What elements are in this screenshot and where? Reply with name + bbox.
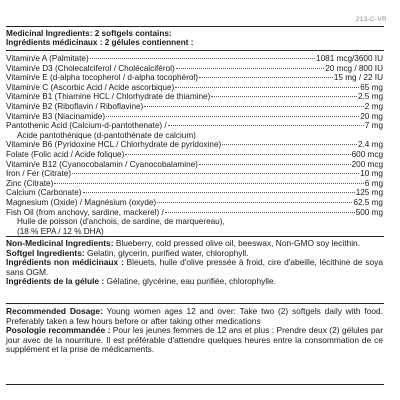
ingredient-row [6,121,383,131]
ingredient-row [6,140,383,150]
ingredient-amount: 2.4 mg [357,140,383,150]
ingredient-row [6,102,383,112]
dot-leader [199,77,333,78]
ingredient-subline: Acide pantothénique (d-pantothénate de calcium) [17,130,196,140]
ingredient-amount: 600 mcg [351,149,383,159]
dot-leader [176,68,325,69]
ingredient-row [6,112,383,122]
ingredient-row [6,92,383,102]
ingredient-row [6,179,383,189]
ingredient-name: Vitamin/e B3 (Niacinamide) [6,111,106,121]
medicinal-heading-fr: Ingrédients médicinaux : 2 gélules contiennent : [6,38,194,48]
non-medicinal-en-label: Non-Medicinal Ingredients: [6,238,114,248]
dosage-fr-text: Pour les jeunes femmes de 12 ans et plus : Prendre deux (2) gélules par jour avec de la nourriture. Il est préférable d'attendre quelques heures entre la consommation de ce supplément et la prise de médicaments. [6,325,383,355]
dot-leader [175,87,359,88]
softgel-fr-text: Gélatine, glycérine, eau purifiée, chlorophylle. [104,276,276,287]
dosage-en-text: Young women ages 12 and over: Take two (2) softgels daily with food. Preferably taken a few hours before or after taking other medications [6,306,383,326]
dosage-fr-label: Posologie recommandée : [6,325,111,336]
ingredient-row [6,160,383,170]
ingredient-amount: 65 mg [360,82,383,92]
dot-leader [222,144,357,145]
ingredient-amount: 20 mg [360,111,383,121]
divider-lower [6,303,384,304]
dot-leader [211,96,357,97]
ingredient-amount: 125 mg [355,188,383,198]
softgel-fr [6,277,383,287]
dot-leader [125,154,350,155]
dosage-fr [6,326,383,355]
ingredient-name: Vitamin/e D3 (Cholecalciferol / Cholécalciférol) [6,63,175,73]
dosage-section [6,307,383,355]
divider-bottom [6,384,384,385]
ingredient-name: Iron / Fer (Citrate) [6,169,72,179]
non-medicinal-section [6,239,383,287]
softgel-en-text: Gelatin, glycerin, purified water, chlorophyll. [84,247,249,258]
product-code: 213-C-VR [355,16,387,23]
ingredient-row [6,198,383,208]
ingredient-name: Vitamin/e B6 (Pyridoxine HCL / Chlorhydrate de pyridoxine) [6,140,222,150]
ingredient-amount: 10 mg [360,169,383,179]
ingredient-amount: 20 mcg / 800 IU [325,63,383,73]
ingredient-name: Pantothenic Acid (Calcium-d-pantothenate) / [6,121,167,131]
ingredient-amount: 500 mg [355,207,383,217]
non-medicinal-fr-text: Bleuets, huile d'olive pressée à froid, cire d'abeille, lécithine de soya sans OGM. [6,257,383,277]
ingredient-name: Vitamin/e B12 (Cyanocobalamin / Cyanocobalamine) [6,159,198,169]
ingredient-subline: Huile de poisson (d'anchois, de sardine, de marquereau), [17,217,225,227]
dot-leader [168,125,364,126]
medicinal-ingredients-section [6,29,383,48]
dot-leader [83,192,355,193]
dot-leader [144,106,364,107]
ingredient-name: Vitamin/e A (Palmitate) [6,54,89,63]
divider-top [6,26,384,27]
ingredient-name: Calcium (Carbonate) [6,188,82,198]
ingredient-name: Zinc (Citrate) [6,178,54,188]
ingredient-amount: 200 mcg [351,159,383,169]
dosage-en-label: Recommended Dosage: [6,306,103,316]
ingredient-name: Vitamin/e B1 (Thiamine HCL / Chlorhydrate de thiamine) [6,92,211,102]
non-medicinal-fr-label: Ingrédients non médicinaux : [6,257,124,268]
ingredient-row [6,54,383,64]
ingredient-row [6,83,383,93]
softgel-fr-label: Ingrédients de la gélule : [6,276,105,287]
ingredient-subline: (18 % EPA / 12 % DHA) [17,226,104,236]
dosage-en [6,307,383,326]
divider-header [6,50,384,51]
dot-leader [165,212,355,213]
ingredient-name: Folate (Folic acid / Acide folique) [6,149,125,159]
ingredient-row [6,64,383,74]
ingredient-name: Magnesium (Oxide) / Magnésium (oxyde) [6,197,157,207]
ingredient-row [6,150,383,160]
ingredient-row [6,73,383,83]
non-medicinal-fr [6,258,383,277]
dot-leader [199,164,351,165]
ingredient-amount: 2 mg [364,101,383,111]
ingredient-row [6,208,383,218]
ingredient-row [6,169,383,179]
ingredient-name: Vitamin/e C (Ascorbic Acid / Acide ascorbique) [6,82,175,92]
ingredient-amount: 1081 mcg/3600 IU [316,54,383,63]
ingredient-name: Fish Oil (from anchovy, sardine, mackerel) / [6,207,164,217]
softgel-en-label: Softgel Ingredients: [6,247,85,258]
ingredient-name: Vitamin/e E (d-alpha tocopherol / d-alpha tocophérol) [6,73,198,83]
ingredient-amount: 15 mg / 22 IU [333,73,383,83]
ingredient-name: Vitamin/e B2 (Riboflavin / Riboflavine) [6,101,144,111]
dot-leader [157,202,352,203]
dot-leader [54,183,363,184]
ingredient-amount: 7 mg [364,121,383,131]
dot-leader [106,116,359,117]
ingredient-list [6,54,383,236]
dot-leader [90,58,315,59]
medicinal-heading-en: Medicinal Ingredients: 2 softgels contains: [6,29,172,38]
ingredient-amount: 6 mg [364,178,383,188]
ingredient-amount: 62.5 mg [353,197,383,207]
ingredient-row [6,188,383,198]
dot-leader [72,173,359,174]
divider-middle [6,236,384,237]
non-medicinal-en-text: Blueberry, cold pressed olive oil, beeswax, Non-GMO soy lecithin. [113,238,361,248]
ingredient-amount: 2.5 mg [357,92,383,102]
